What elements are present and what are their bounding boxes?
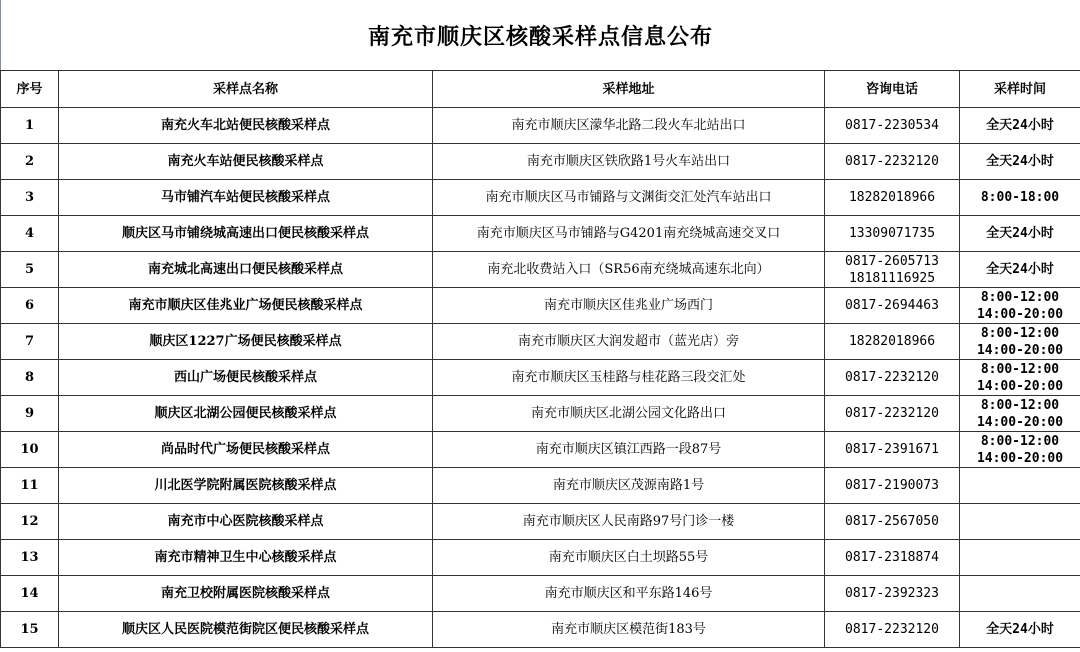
table-row: [1, 324, 1080, 360]
phone-number: 0817-2605713: [845, 253, 939, 269]
sampling-time: [960, 288, 1080, 324]
sampling-time: [960, 396, 1080, 432]
time-range: 14:00-20:00: [976, 342, 1064, 358]
site-name: 南充城北高速出口便民核酸采样点: [59, 252, 433, 288]
site-name: 南充火车站便民核酸采样点: [59, 144, 433, 180]
phone-number: 0817-2232120: [845, 370, 939, 385]
site-phone: [825, 108, 960, 144]
time-range: 14:00-20:00: [976, 450, 1064, 466]
site-address: 南充北收费站入口（SR56南充绕城高速东北向）: [433, 252, 825, 288]
sampling-time: [960, 612, 1080, 648]
phone-number: 0817-2392323: [845, 586, 939, 601]
site-phone: [825, 504, 960, 540]
time-range: 14:00-20:00: [976, 378, 1064, 394]
time-range: 8:00-12:00: [980, 289, 1060, 305]
table-row: [1, 612, 1080, 648]
table-row: [1, 252, 1080, 288]
table-row: [1, 468, 1080, 504]
phone-number: 0817-2694463: [845, 298, 939, 313]
time-range: 全天24小时: [986, 622, 1054, 637]
row-index: 6: [1, 288, 59, 324]
table-row: [1, 540, 1080, 576]
header-time: 采样时间: [960, 71, 1080, 108]
table-row: [1, 288, 1080, 324]
row-index: 5: [1, 252, 59, 288]
site-phone: [825, 612, 960, 648]
row-index: 12: [1, 504, 59, 540]
page-title: 南充市顺庆区核酸采样点信息公布: [0, 0, 1080, 70]
row-index: 11: [1, 468, 59, 504]
time-range: 8:00-12:00: [980, 325, 1060, 341]
site-phone: [825, 576, 960, 612]
site-address: 南充市顺庆区玉桂路与桂花路三段交汇处: [433, 360, 825, 396]
table-row: [1, 576, 1080, 612]
site-address: 南充市顺庆区铁欣路1号火车站出口: [433, 144, 825, 180]
table-row: [1, 396, 1080, 432]
site-phone: [825, 396, 960, 432]
site-name: 川北医学院附属医院核酸采样点: [59, 468, 433, 504]
phone-number: 18282018966: [848, 190, 936, 205]
site-address: 南充市顺庆区马市铺路与G4201南充绕城高速交叉口: [433, 216, 825, 252]
time-range: 14:00-20:00: [976, 306, 1064, 322]
sampling-time: [960, 576, 1080, 612]
table-header-row: [1, 71, 1080, 108]
row-index: 1: [1, 108, 59, 144]
site-address: 南充市顺庆区镇江西路一段87号: [433, 432, 825, 468]
site-name: 顺庆区1227广场便民核酸采样点: [59, 324, 433, 360]
site-name: 南充卫校附属医院核酸采样点: [59, 576, 433, 612]
phone-number: 0817-2567050: [845, 514, 939, 529]
site-phone: [825, 288, 960, 324]
site-address: 南充市顺庆区马市铺路与文渊街交汇处汽车站出口: [433, 180, 825, 216]
sampling-time: [960, 468, 1080, 504]
table-row: [1, 504, 1080, 540]
site-name: 西山广场便民核酸采样点: [59, 360, 433, 396]
row-index: 3: [1, 180, 59, 216]
site-name: 尚品时代广场便民核酸采样点: [59, 432, 433, 468]
phone-number: 18282018966: [848, 334, 936, 349]
site-address: 南充市顺庆区濛华北路二段火车北站出口: [433, 108, 825, 144]
site-address: 南充市顺庆区茂源南路1号: [433, 468, 825, 504]
time-range: 14:00-20:00: [976, 414, 1064, 430]
time-range: 全天24小时: [986, 154, 1054, 169]
row-index: 8: [1, 360, 59, 396]
sampling-time: [960, 180, 1080, 216]
row-index: 10: [1, 432, 59, 468]
site-phone: [825, 468, 960, 504]
row-index: 4: [1, 216, 59, 252]
time-range: 8:00-12:00: [980, 361, 1060, 377]
site-address: 南充市顺庆区大润发超市（蓝光店）旁: [433, 324, 825, 360]
sampling-time: [960, 144, 1080, 180]
site-name: 马市铺汽车站便民核酸采样点: [59, 180, 433, 216]
row-index: 7: [1, 324, 59, 360]
phone-number: 0817-2391671: [845, 442, 939, 457]
sampling-time: [960, 540, 1080, 576]
site-name: 顺庆区北湖公园便民核酸采样点: [59, 396, 433, 432]
row-index: 14: [1, 576, 59, 612]
site-phone: [825, 216, 960, 252]
phone-number: 18181116925: [848, 270, 936, 286]
site-phone: [825, 432, 960, 468]
sampling-time: [960, 504, 1080, 540]
sampling-time: [960, 324, 1080, 360]
row-index: 2: [1, 144, 59, 180]
time-range: 8:00-12:00: [980, 433, 1060, 449]
phone-number: 0817-2232120: [845, 622, 939, 637]
site-phone: [825, 180, 960, 216]
sampling-time: [960, 360, 1080, 396]
site-phone: [825, 252, 960, 288]
site-address: 南充市顺庆区模范街183号: [433, 612, 825, 648]
phone-number: 0817-2232120: [845, 406, 939, 421]
time-range: 全天24小时: [986, 262, 1054, 277]
phone-number: 0817-2318874: [845, 550, 939, 565]
site-phone: [825, 324, 960, 360]
site-name: 顺庆区马市铺绕城高速出口便民核酸采样点: [59, 216, 433, 252]
phone-number: 0817-2190073: [845, 478, 939, 493]
sampling-time: [960, 252, 1080, 288]
time-range: 全天24小时: [986, 226, 1054, 241]
time-range: 8:00-12:00: [980, 397, 1060, 413]
table-row: [1, 144, 1080, 180]
site-address: 南充市顺庆区北湖公园文化路出口: [433, 396, 825, 432]
phone-number: 0817-2230534: [845, 118, 939, 133]
table-row: [1, 360, 1080, 396]
table-row: [1, 216, 1080, 252]
header-address: 采样地址: [433, 71, 825, 108]
time-range: 全天24小时: [986, 118, 1054, 133]
row-index: 13: [1, 540, 59, 576]
site-name: 南充市顺庆区佳兆业广场便民核酸采样点: [59, 288, 433, 324]
time-range: 8:00-18:00: [980, 190, 1060, 205]
site-phone: [825, 360, 960, 396]
header-index: 序号: [1, 71, 59, 108]
sampling-time: [960, 216, 1080, 252]
header-phone: 咨询电话: [825, 71, 960, 108]
header-name: 采样点名称: [59, 71, 433, 108]
site-name: 南充火车北站便民核酸采样点: [59, 108, 433, 144]
site-address: 南充市顺庆区和平东路146号: [433, 576, 825, 612]
table-row: [1, 108, 1080, 144]
sampling-time: [960, 108, 1080, 144]
site-name: 南充市精神卫生中心核酸采样点: [59, 540, 433, 576]
phone-number: 13309071735: [848, 226, 936, 241]
site-phone: [825, 144, 960, 180]
site-name: 南充市中心医院核酸采样点: [59, 504, 433, 540]
site-address: 南充市顺庆区人民南路97号门诊一楼: [433, 504, 825, 540]
site-address: 南充市顺庆区白土坝路55号: [433, 540, 825, 576]
row-index: 9: [1, 396, 59, 432]
site-phone: [825, 540, 960, 576]
table-row: [1, 432, 1080, 468]
sampling-sites-table: [0, 70, 1080, 648]
row-index: 15: [1, 612, 59, 648]
site-name: 顺庆区人民医院模范街院区便民核酸采样点: [59, 612, 433, 648]
table-body: [1, 108, 1080, 648]
phone-number: 0817-2232120: [845, 154, 939, 169]
sampling-time: [960, 432, 1080, 468]
table-row: [1, 180, 1080, 216]
site-address: 南充市顺庆区佳兆业广场西门: [433, 288, 825, 324]
